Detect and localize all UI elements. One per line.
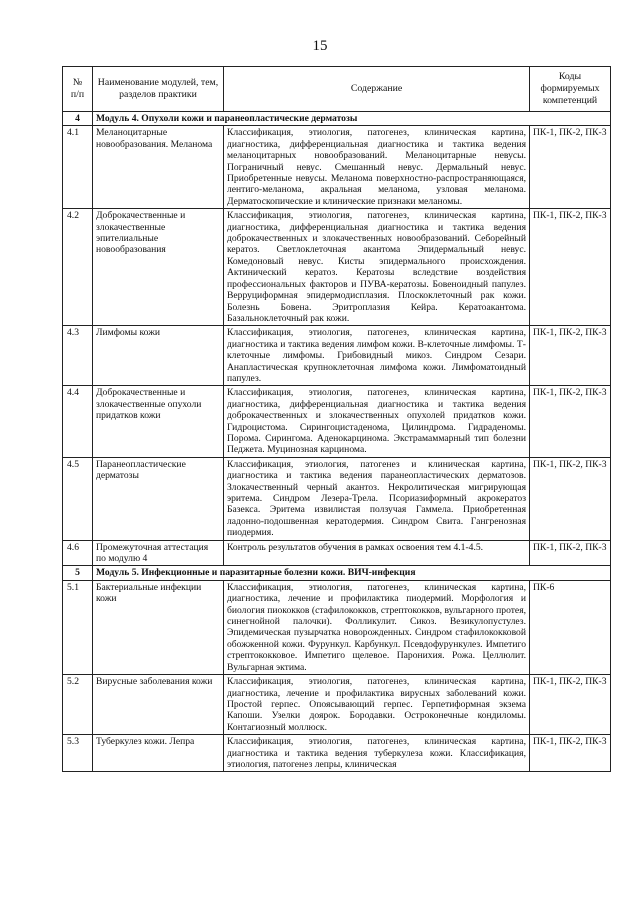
topic-content: Классификация, этиология, патогенез, клиническая картина, диагностика, лечение и профилактика вирусных заболеваний кожи. Простой герпес. Опоясывающий герпес. Герпетиформная экзема Капоши. Узелки доярок. Бородавки. Остроконечные кондиломы. Контагиозный моллюск. — [224, 675, 530, 735]
topic-content: Классификация, этиология, патогенез, клиническая картина, диагностика, лечение и профилактика пиодермий. Морфология и биология пиококков (стафилококков, стрептококков, вульгарного протея, синегнойной палочки). Фолликулит. Сикоз. Везикулопустулез. Эпидемическая пузырчатка новорожденных. Синдром стафилококковой обожженной кожи. Фурункул. Карбункул. Псевдофурункулез. Импетиго стрептококковое. Импетиго щелевое. Паронихия. Рожа. Целлюлит. Вульгарная эктима. — [224, 580, 530, 674]
table-row — [63, 540, 611, 566]
topic-content: Контроль результатов обучения в рамках освоения тем 4.1-4.5. — [224, 540, 530, 566]
competency-codes: ПК-1, ПК-2, ПК-3 — [530, 675, 611, 735]
table-row — [63, 457, 611, 540]
topic-name: Паранеопластические дерматозы — [93, 457, 224, 540]
row-number: 5.1 — [63, 580, 93, 674]
topic-name: Доброкачественные и злокачественные эпителиальные новообразования — [93, 209, 224, 326]
header-name: Наименование модулей, тем, разделов практики — [93, 67, 224, 112]
topic-name: Доброкачественные и злокачественные опухоли придатков кожи — [93, 386, 224, 457]
table-row — [63, 580, 611, 674]
competency-codes: ПК-1, ПК-2, ПК-3 — [530, 126, 611, 209]
topic-name: Бактериальные инфекции кожи — [93, 580, 224, 674]
row-number: 4.4 — [63, 386, 93, 457]
topic-name: Вирусные заболевания кожи — [93, 675, 224, 735]
competency-codes: ПК-1, ПК-2, ПК-3 — [530, 540, 611, 566]
row-number: 4.3 — [63, 326, 93, 386]
row-number: 4.1 — [63, 126, 93, 209]
table-row — [63, 675, 611, 735]
table-row — [63, 126, 611, 209]
table-body — [63, 112, 611, 772]
curriculum-table — [62, 66, 611, 772]
module-number: 4 — [63, 112, 93, 126]
table-row — [63, 326, 611, 386]
topic-name: Лимфомы кожи — [93, 326, 224, 386]
header-content: Содержание — [224, 67, 530, 112]
table-header — [63, 67, 611, 112]
module-row — [63, 112, 611, 126]
topic-content: Классификация, этиология, патогенез, клиническая картина, диагностика, дифференциальная диагностика и тактика ведения доброкачественных и злокачественных новообразований. Себорейный кератоз. Светлоклеточная акантома Эпидермальный невус. Комедоновый невус. Кисты эпидермального происхождения. Актинический кератоз. Кератозы вследствие воздействия профессиональных факторов и ПУВА-кератозы. Бовеноидный папулез. Верруциформная эпидермодисплазия. Плоскоклеточный рак кожи. Болезнь Бовена. Эритроплазия Кейра. Кератоакантома. Базальноклеточный рак кожи. — [224, 209, 530, 326]
page-number: 15 — [312, 38, 328, 54]
competency-codes: ПК-1, ПК-2, ПК-3 — [530, 386, 611, 457]
module-title: Модуль 4. Опухоли кожи и паранеопластические дерматозы — [93, 112, 611, 126]
topic-name: Меланоцитарные новообразования. Меланома — [93, 126, 224, 209]
topic-content: Классификация, этиология, патогенез и клиническая картина, диагностика и тактика ведения паранеопластических дерматозов. Злокачественный черный акантоз. Некролитическая мигрирующая эритема. Синдром Лезера-Трела. Псориазиформный акрокератоз Базекса. Эритема извилистая ползучая Гаммела. Приобретенная ладонно-подошвенная кератодермия. Синдром Свита. Гангренозная пиодермия. — [224, 457, 530, 540]
header-num: № п/п — [63, 67, 93, 112]
row-number: 5.3 — [63, 735, 93, 772]
competency-codes: ПК-1, ПК-2, ПК-3 — [530, 735, 611, 772]
module-number: 5 — [63, 566, 93, 580]
module-title: Модуль 5. Инфекционные и паразитарные болезни кожи. ВИЧ-инфекция — [93, 566, 611, 580]
competency-codes: ПК-6 — [530, 580, 611, 674]
row-number: 4.5 — [63, 457, 93, 540]
topic-content: Классификация, этиология, патогенез, клиническая картина, диагностика, дифференциальная диагностика и тактика ведения доброкачественных и злокачественных опухолей придатков кожи. Гидроцистома. Сирингоцистаденома, Цилиндрома. Гидраденомы. Порома. Сирингома. Аденокарцинома. Экстрамаммарный тип болезни Педжета. Муцинозная карцинома. — [224, 386, 530, 457]
competency-codes: ПК-1, ПК-2, ПК-3 — [530, 326, 611, 386]
topic-content: Классификация, этиология, патогенез, клиническая картина, диагностика и тактика ведения туберкулеза кожи. Классификация, этиология, патогенез лепры, клиническая — [224, 735, 530, 772]
row-number: 4.6 — [63, 540, 93, 566]
topic-name: Туберкулез кожи. Лепра — [93, 735, 224, 772]
competency-codes: ПК-1, ПК-2, ПК-3 — [530, 209, 611, 326]
competency-codes: ПК-1, ПК-2, ПК-3 — [530, 457, 611, 540]
topic-content: Классификация, этиология, патогенез, клиническая картина, диагностика, дифференциальная диагностика и тактика ведения меланоцитарных новообразований. Меланоцитарные невусы. Пограничный невус. Смешанный невус. Дермальный невус. Приобретенные невусы. Меланома поверхностно-распространяющаяся, лентиго-меланома, акральная меланома, узловая меланома. Дерматоскопические и клинические признаки меланомы. — [224, 126, 530, 209]
module-row — [63, 566, 611, 580]
table-row — [63, 735, 611, 772]
row-number: 5.2 — [63, 675, 93, 735]
topic-name: Промежуточная аттестация по модулю 4 — [93, 540, 224, 566]
header-codes: Коды формируемых компетенций — [530, 67, 611, 112]
table-row — [63, 386, 611, 457]
row-number: 4.2 — [63, 209, 93, 326]
table-row — [63, 209, 611, 326]
topic-content: Классификация, этиология, патогенез, клиническая картина, диагностика и тактика ведения лимфом кожи. В-клеточные лимфомы. Т-клеточные лимфомы. Грибовидный микоз. Синдром Сезари. Анапластическая крупноклеточная лимфома кожи. Лимфоматоидный папулез. — [224, 326, 530, 386]
